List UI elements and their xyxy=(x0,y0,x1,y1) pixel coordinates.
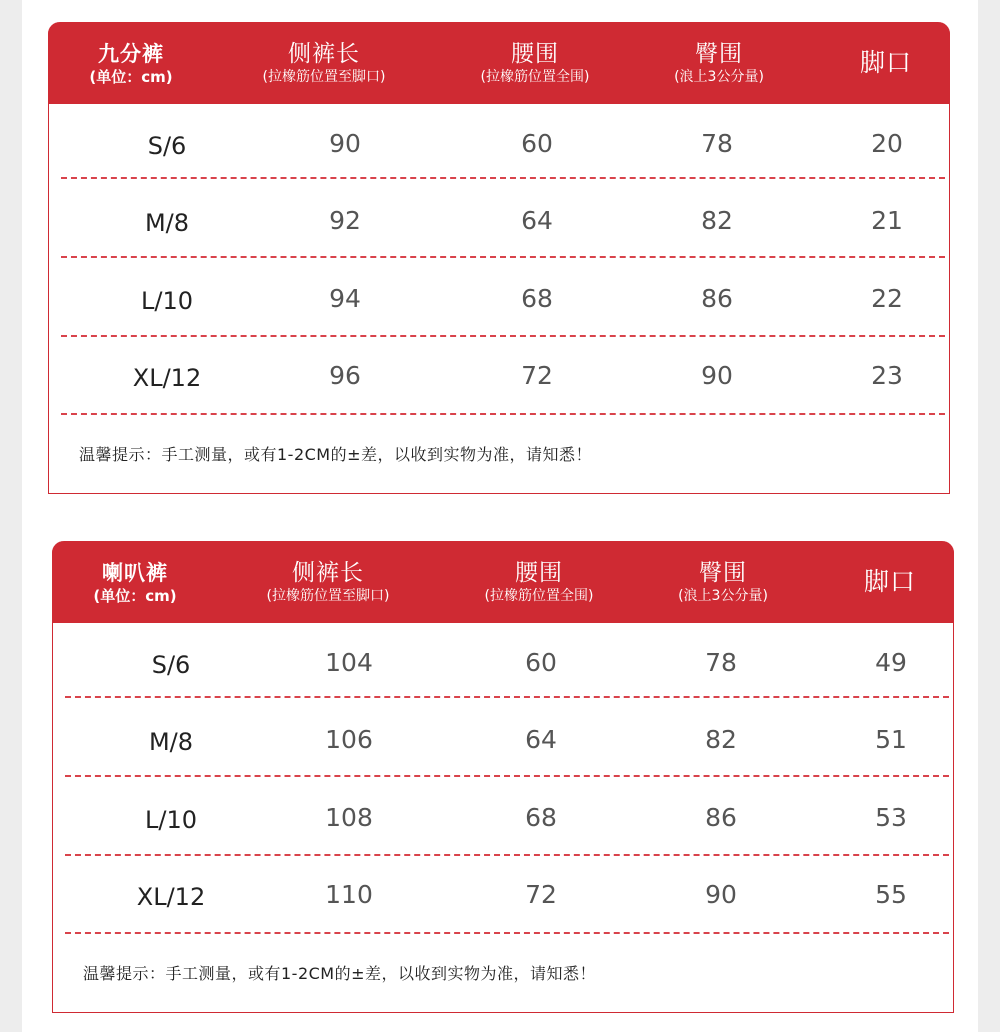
value-cell: 51 xyxy=(875,724,907,754)
column-title: 臀围 xyxy=(695,40,743,67)
value-cell: 49 xyxy=(875,647,907,677)
value-cell: 64 xyxy=(521,205,553,235)
measurement-note: 温馨提示：手工测量，或有1-2CM的±差，以收到实物为准，请知悉！ xyxy=(79,445,593,464)
table-row xyxy=(49,259,949,337)
table-row xyxy=(49,336,949,414)
size-table-flare-pants xyxy=(52,541,954,1013)
unit-label: (单位：cm) xyxy=(89,67,173,86)
size-cell: S/6 xyxy=(151,651,191,679)
column-subtitle: (拉橡筋位置至脚口) xyxy=(262,68,386,85)
table-name: 九分裤 xyxy=(98,41,164,66)
value-cell: 94 xyxy=(329,283,361,313)
row-divider xyxy=(61,413,945,415)
column-title: 脚口 xyxy=(859,48,912,77)
size-cell: S/6 xyxy=(147,132,187,160)
header-waist xyxy=(438,541,640,623)
size-cell: XL/12 xyxy=(136,883,206,911)
value-cell: 23 xyxy=(871,360,903,390)
value-cell: 53 xyxy=(875,802,907,832)
column-subtitle: (拉橡筋位置全围) xyxy=(480,68,590,85)
value-cell: 96 xyxy=(329,360,361,390)
row-divider xyxy=(65,932,949,934)
table-header xyxy=(52,541,954,623)
value-cell: 90 xyxy=(705,879,737,909)
size-cell: M/8 xyxy=(144,209,190,237)
column-subtitle: (浪上3公分量) xyxy=(678,587,768,604)
value-cell: 72 xyxy=(525,879,557,909)
header-waist xyxy=(434,22,636,104)
value-cell: 68 xyxy=(521,283,553,313)
row-divider xyxy=(61,177,945,179)
value-cell: 82 xyxy=(701,205,733,235)
column-subtitle: (浪上3公分量) xyxy=(674,68,764,85)
value-cell: 90 xyxy=(701,360,733,390)
size-table-cropped-pants xyxy=(48,22,950,494)
table-row xyxy=(49,181,949,259)
value-cell: 55 xyxy=(875,879,907,909)
table-name: 喇叭裤 xyxy=(102,560,168,585)
value-cell: 90 xyxy=(329,128,361,158)
table-row xyxy=(53,778,953,856)
header-hem xyxy=(804,22,968,104)
size-cell: L/10 xyxy=(141,287,193,315)
value-cell: 64 xyxy=(525,724,557,754)
value-cell: 78 xyxy=(701,128,733,158)
value-cell: 20 xyxy=(871,128,903,158)
table-row xyxy=(53,855,953,933)
page xyxy=(22,0,978,1032)
size-cell: L/10 xyxy=(145,806,197,834)
table-header xyxy=(48,22,950,104)
value-cell: 60 xyxy=(521,128,553,158)
row-divider xyxy=(65,775,949,777)
value-cell: 22 xyxy=(871,283,903,313)
value-cell: 68 xyxy=(525,802,557,832)
value-cell: 72 xyxy=(521,360,553,390)
row-divider xyxy=(61,256,945,258)
table-row xyxy=(53,623,953,701)
value-cell: 92 xyxy=(329,205,361,235)
header-side-length xyxy=(238,541,418,623)
column-title: 脚口 xyxy=(863,567,916,596)
value-cell: 86 xyxy=(705,802,737,832)
value-cell: 86 xyxy=(701,283,733,313)
column-title: 腰围 xyxy=(511,40,559,67)
size-cell: XL/12 xyxy=(132,364,202,392)
size-cell: M/8 xyxy=(148,728,194,756)
column-title: 腰围 xyxy=(515,559,563,586)
value-cell: 21 xyxy=(871,205,903,235)
header-size-column xyxy=(48,22,214,104)
header-side-length xyxy=(234,22,414,104)
measurement-note: 温馨提示：手工测量，或有1-2CM的±差，以收到实物为准，请知悉！ xyxy=(83,964,597,983)
table-row xyxy=(53,700,953,778)
value-cell: 110 xyxy=(325,879,373,909)
column-title: 侧裤长 xyxy=(292,559,364,586)
value-cell: 60 xyxy=(525,647,557,677)
value-cell: 82 xyxy=(705,724,737,754)
unit-label: (单位：cm) xyxy=(93,586,177,605)
header-hip xyxy=(638,541,808,623)
column-title: 侧裤长 xyxy=(288,40,360,67)
value-cell: 104 xyxy=(325,647,373,677)
value-cell: 108 xyxy=(325,802,373,832)
header-hem xyxy=(808,541,972,623)
value-cell: 106 xyxy=(325,724,373,754)
column-title: 臀围 xyxy=(699,559,747,586)
header-size-column xyxy=(52,541,218,623)
column-subtitle: (拉橡筋位置至脚口) xyxy=(266,587,390,604)
row-divider xyxy=(65,696,949,698)
table-row xyxy=(49,104,949,182)
value-cell: 78 xyxy=(705,647,737,677)
header-hip xyxy=(634,22,804,104)
column-subtitle: (拉橡筋位置全围) xyxy=(484,587,594,604)
